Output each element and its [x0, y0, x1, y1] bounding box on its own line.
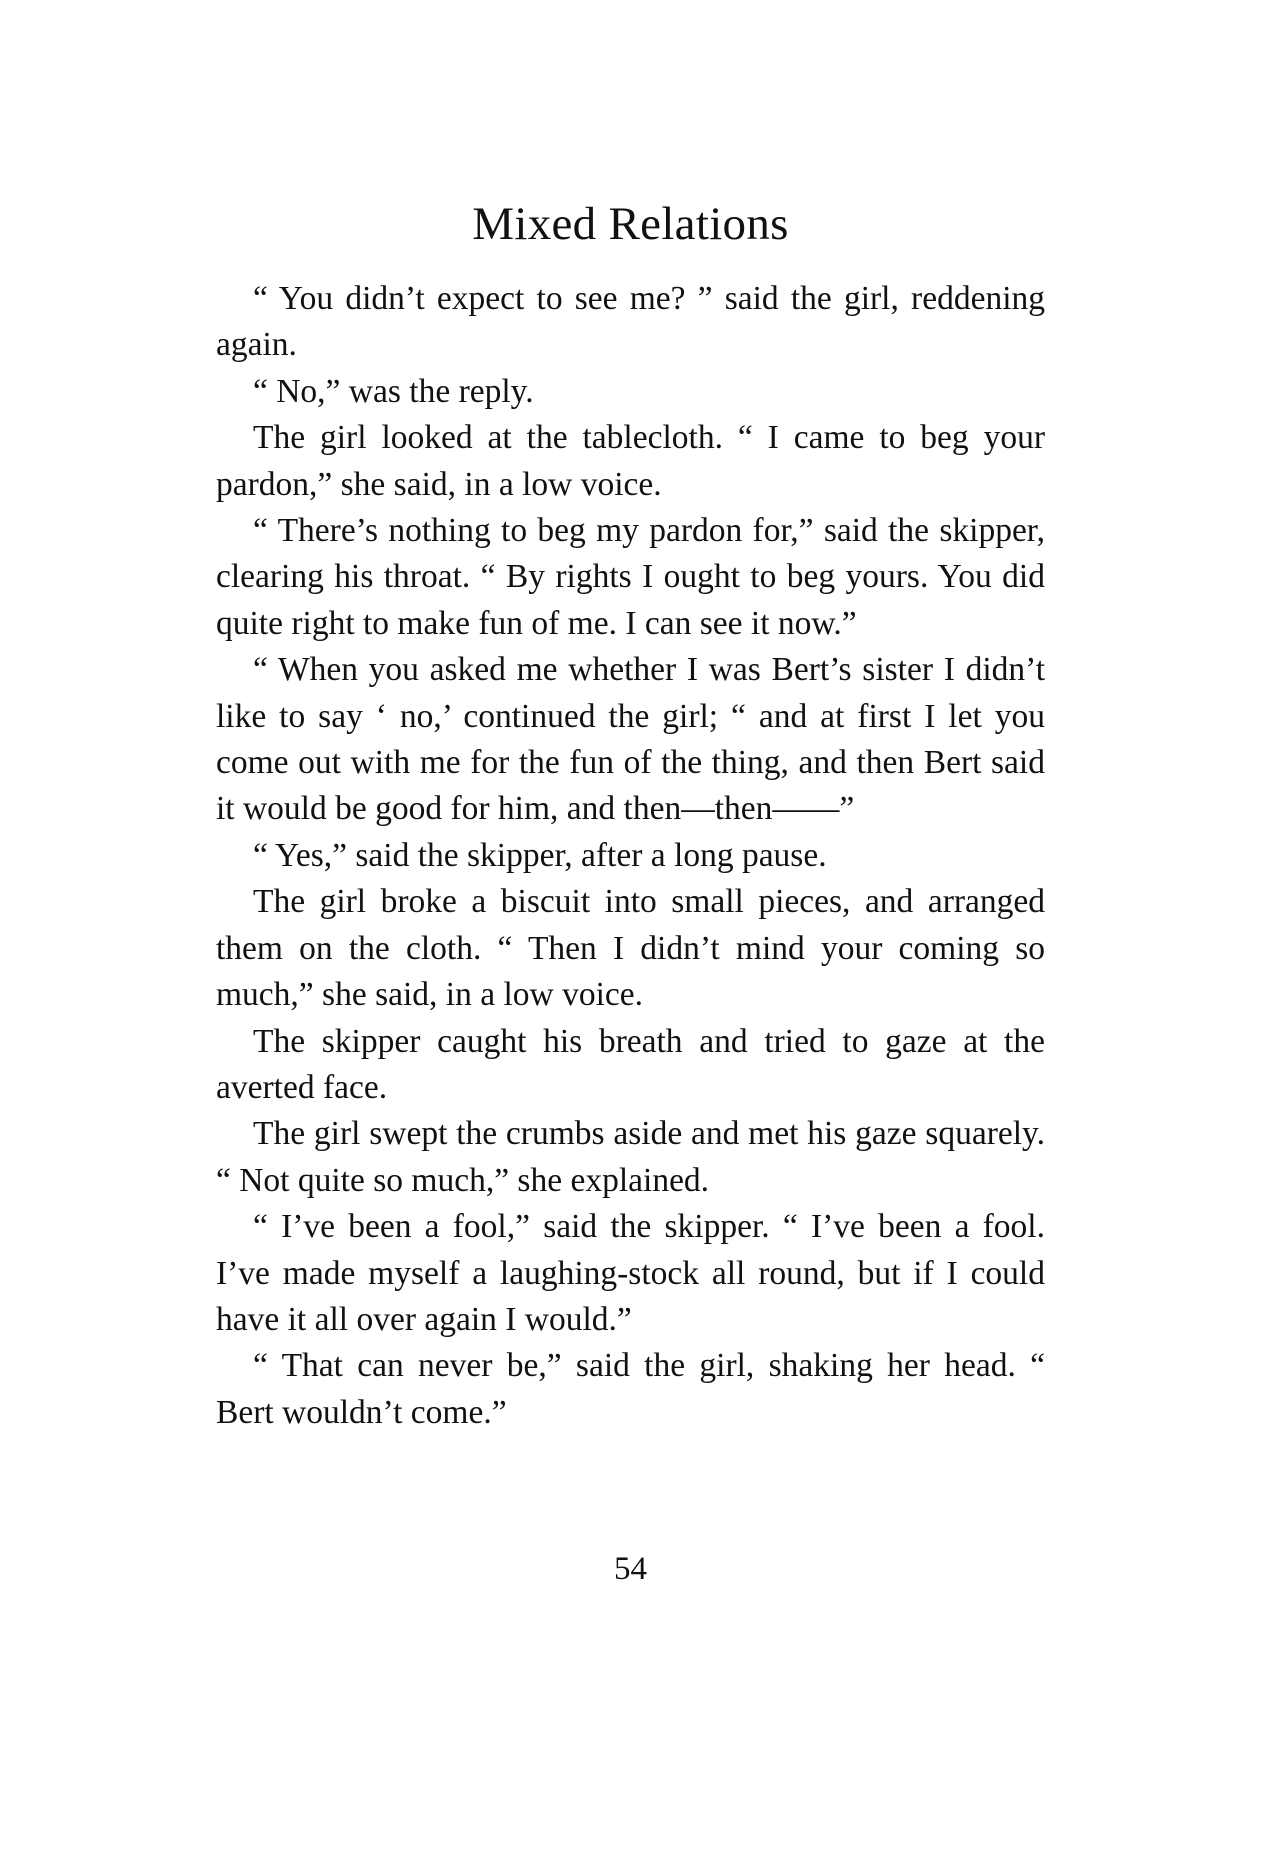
paragraph: “ You didn’t expect to see me? ” said the girl, reddening again. [216, 280, 1045, 364]
page-number: 54 [614, 1551, 647, 1587]
paragraph: The skipper caught his breath and tried to gaze at the averted face. [216, 1022, 1045, 1106]
paragraph: “ That can never be,” said the girl, shaking her head. “ Bert wouldn’t come.” [216, 1347, 1045, 1431]
paragraph: The girl broke a biscuit into small pieces, and arranged them on the cloth. “ Then I didn’t mind your coming so much,” she said, in a low voice. [216, 883, 1045, 1014]
paragraph: “ No,” was the reply. [253, 372, 534, 410]
paragraph: “ Yes,” said the skipper, after a long pause. [253, 836, 827, 874]
body-text [216, 276, 1045, 1436]
paragraph: “ I’ve been a fool,” said the skipper. “ I’ve been a fool. I’ve made myself a laughing-stock all round, but if I could have it all over again I would.” [216, 1208, 1045, 1338]
running-head: Mixed Relations [472, 198, 789, 250]
paragraph: The girl looked at the tablecloth. “ I came to beg your pardon,” she said, in a low voice. [216, 419, 1045, 503]
paragraph: The girl swept the crumbs aside and met his gaze squarely. “ Not quite so much,” she explained. [216, 1115, 1045, 1199]
paragraph: “ When you asked me whether I was Bert’s sister I didn’t like to say ‘ no,’ continued the girl; “ and at first I let you come out with me for the fun of the thing, and then Bert said it would be good for him, and then—then——” [216, 651, 1045, 828]
paragraph: “ There’s nothing to beg my pardon for,” said the skipper, clearing his throat. “ By rights I ought to beg yours. You did quite right to make fun of me. I can see it now.” [216, 512, 1045, 642]
